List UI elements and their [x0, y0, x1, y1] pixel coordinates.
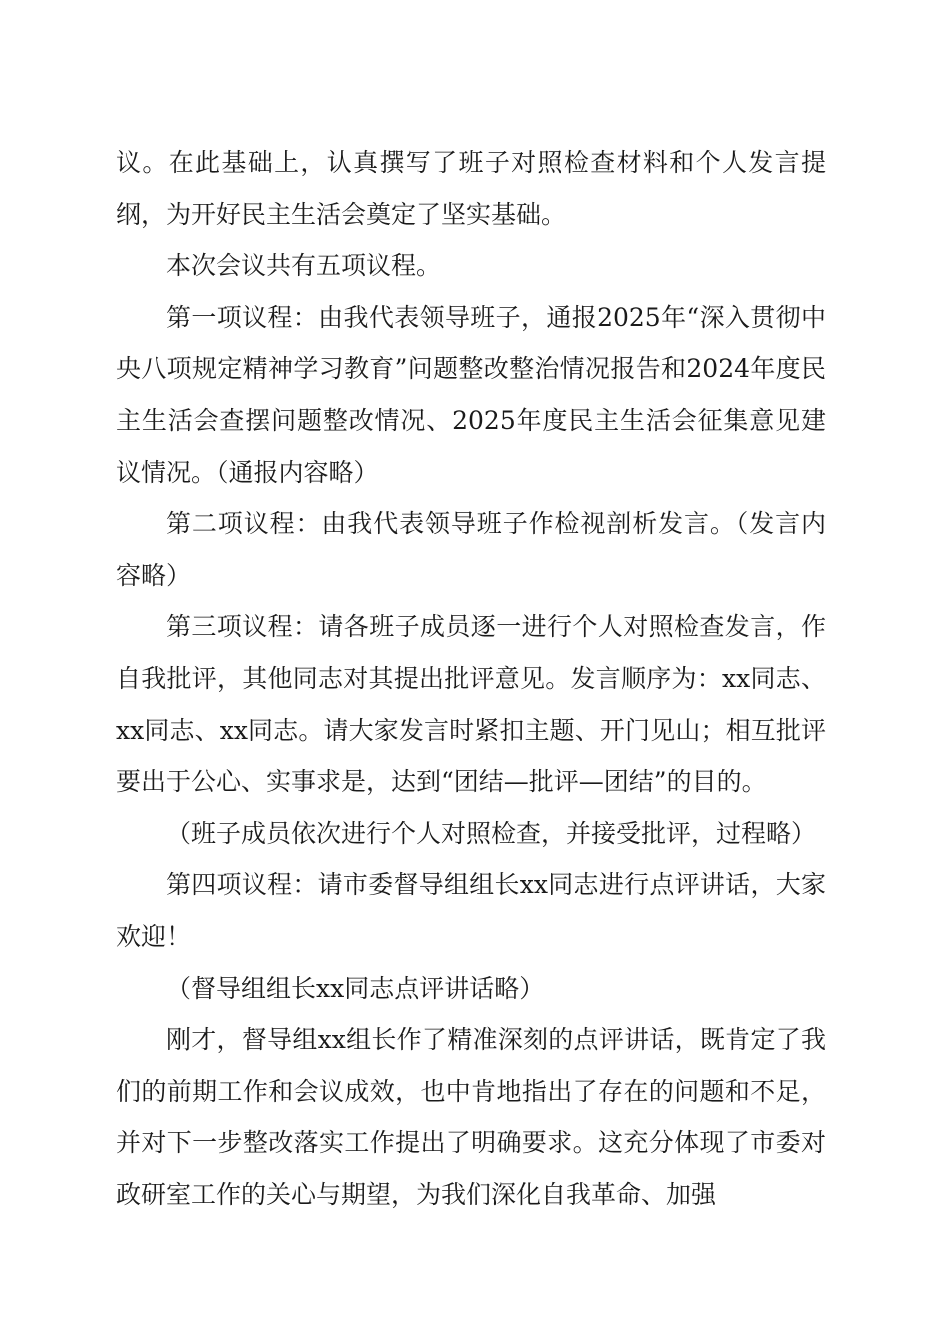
paragraph-agenda-item-3-note: （班子成员依次进行个人对照检查，并接受批评，过程略） — [166, 818, 817, 848]
paragraph-agenda-intro: 本次会议共有五项议程。 — [166, 251, 442, 281]
document-body — [116, 137, 826, 1220]
paragraph-continuation: 议。在此基础上，认真撰写了班子对照检查材料和个人发言提纲，为开好民主生活会奠定了坚实基础。 — [116, 148, 826, 229]
paragraph-agenda-item-4-note: （督导组组长xx同志点评讲话略） — [166, 973, 545, 1003]
paragraph-closing-remarks: 刚才，督导组xx组长作了精准深刻的点评讲话，既肯定了我们的前期工作和会议成效，也中肯地指出了存在的问题和不足，并对下一步整改落实工作提出了明确要求。这充分体现了市委对政研室工作的关心与期望，为我们深化自我革命、加强 — [116, 1025, 826, 1209]
paragraph-agenda-item-1: 第一项议程：由我代表领导班子，通报2025年“深入贯彻中央八项规定精神学习教育”问题整改整治情况报告和2024年度民主生活会查摆问题整改情况、2025年度民主生活会征集意见建议情况。（通报内容略） — [116, 302, 826, 487]
paragraph-agenda-item-2: 第二项议程：由我代表领导班子作检视剖析发言。（发言内容略） — [116, 509, 826, 590]
paragraph-agenda-item-4: 第四项议程：请市委督导组组长xx同志进行点评讲话，大家欢迎！ — [116, 870, 826, 951]
paragraph-agenda-item-3: 第三项议程：请各班子成员逐一进行个人对照检查发言，作自我批评，其他同志对其提出批评意见。发言顺序为：xx同志、xx同志、xx同志。请大家发言时紧扣主题、开门见山；相互批评要出于公心、实事求是，达到“团结—批评—团结”的目的。 — [116, 612, 826, 797]
